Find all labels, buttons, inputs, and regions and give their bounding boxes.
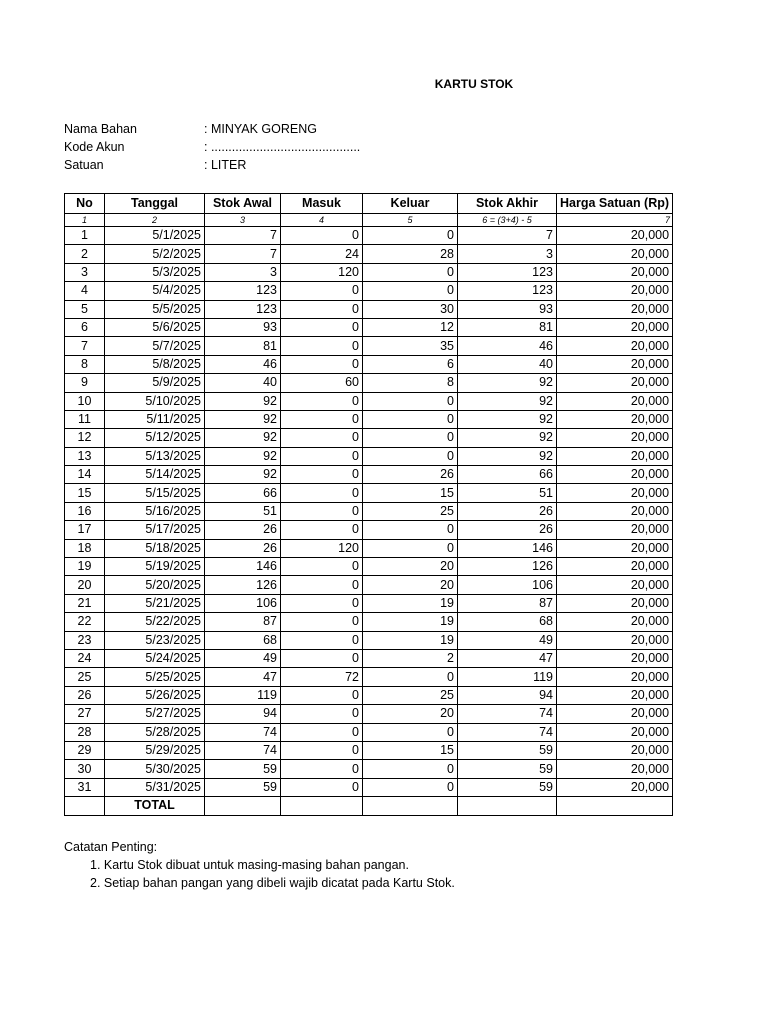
- cell-harga-satuan: 20,000: [557, 282, 673, 300]
- cell-stok-awal: 3: [205, 263, 281, 281]
- table-row: [65, 337, 673, 355]
- cell-harga-satuan: 20,000: [557, 410, 673, 428]
- cell-tanggal: 5/27/2025: [105, 705, 205, 723]
- table-row: [65, 318, 673, 336]
- cell-stok-awal: 74: [205, 741, 281, 759]
- cell-harga-satuan: 20,000: [557, 649, 673, 667]
- stock-table: [64, 193, 673, 816]
- table-row: [65, 558, 673, 576]
- total-cell-empty: [281, 797, 363, 815]
- cell-harga-satuan: 20,000: [557, 521, 673, 539]
- cell-keluar: 0: [363, 778, 458, 796]
- cell-tanggal: 5/11/2025: [105, 410, 205, 428]
- total-cell-empty: [205, 797, 281, 815]
- table-row: [65, 576, 673, 594]
- cell-tanggal: 5/28/2025: [105, 723, 205, 741]
- important-notes: [64, 838, 455, 892]
- cell-harga-satuan: 20,000: [557, 337, 673, 355]
- cell-keluar: 0: [363, 282, 458, 300]
- table-row: [65, 521, 673, 539]
- cell-keluar: 15: [363, 484, 458, 502]
- cell-no: 26: [65, 686, 105, 704]
- column-index: 2: [105, 214, 205, 227]
- cell-harga-satuan: 20,000: [557, 392, 673, 410]
- cell-masuk: 0: [281, 502, 363, 520]
- cell-stok-awal: 51: [205, 502, 281, 520]
- total-cell-empty: [557, 797, 673, 815]
- cell-stok-awal: 123: [205, 282, 281, 300]
- table-row: [65, 392, 673, 410]
- cell-keluar: 28: [363, 245, 458, 263]
- column-index: 1: [65, 214, 105, 227]
- cell-harga-satuan: 20,000: [557, 318, 673, 336]
- cell-no: 7: [65, 337, 105, 355]
- cell-masuk: 0: [281, 337, 363, 355]
- table-row: [65, 355, 673, 373]
- cell-stok-awal: 40: [205, 374, 281, 392]
- cell-masuk: 0: [281, 686, 363, 704]
- table-row: [65, 631, 673, 649]
- total-row: [65, 797, 673, 815]
- cell-stok-akhir: 106: [458, 576, 557, 594]
- cell-masuk: 0: [281, 429, 363, 447]
- cell-masuk: 0: [281, 410, 363, 428]
- cell-tanggal: 5/10/2025: [105, 392, 205, 410]
- cell-keluar: 19: [363, 613, 458, 631]
- cell-masuk: 0: [281, 558, 363, 576]
- cell-no: 31: [65, 778, 105, 796]
- cell-harga-satuan: 20,000: [557, 466, 673, 484]
- cell-tanggal: 5/19/2025: [105, 558, 205, 576]
- table-row: [65, 227, 673, 245]
- cell-masuk: 0: [281, 613, 363, 631]
- cell-no: 24: [65, 649, 105, 667]
- cell-masuk: 0: [281, 447, 363, 465]
- cell-no: 27: [65, 705, 105, 723]
- cell-stok-awal: 49: [205, 649, 281, 667]
- cell-no: 16: [65, 502, 105, 520]
- document-title: KARTU STOK: [434, 77, 514, 91]
- cell-keluar: 0: [363, 227, 458, 245]
- table-row: [65, 760, 673, 778]
- cell-no: 17: [65, 521, 105, 539]
- cell-harga-satuan: 20,000: [557, 686, 673, 704]
- cell-stok-akhir: 119: [458, 668, 557, 686]
- column-header: Masuk: [281, 194, 363, 214]
- cell-keluar: 0: [363, 723, 458, 741]
- info-value: : ...........................................: [204, 140, 361, 154]
- cell-masuk: 0: [281, 392, 363, 410]
- cell-stok-akhir: 92: [458, 392, 557, 410]
- cell-stok-awal: 92: [205, 392, 281, 410]
- cell-stok-akhir: 92: [458, 374, 557, 392]
- cell-tanggal: 5/13/2025: [105, 447, 205, 465]
- cell-masuk: 0: [281, 355, 363, 373]
- table-row: [65, 245, 673, 263]
- cell-masuk: 0: [281, 227, 363, 245]
- cell-tanggal: 5/22/2025: [105, 613, 205, 631]
- cell-harga-satuan: 20,000: [557, 245, 673, 263]
- cell-no: 29: [65, 741, 105, 759]
- column-header: Keluar: [363, 194, 458, 214]
- table-row: [65, 668, 673, 686]
- cell-stok-awal: 106: [205, 594, 281, 612]
- cell-keluar: 25: [363, 502, 458, 520]
- cell-masuk: 0: [281, 594, 363, 612]
- cell-tanggal: 5/1/2025: [105, 227, 205, 245]
- cell-stok-akhir: 59: [458, 778, 557, 796]
- cell-tanggal: 5/9/2025: [105, 374, 205, 392]
- cell-tanggal: 5/12/2025: [105, 429, 205, 447]
- table-row: [65, 447, 673, 465]
- cell-harga-satuan: 20,000: [557, 668, 673, 686]
- cell-stok-awal: 92: [205, 447, 281, 465]
- cell-stok-akhir: 123: [458, 263, 557, 281]
- cell-harga-satuan: 20,000: [557, 263, 673, 281]
- cell-harga-satuan: 20,000: [557, 778, 673, 796]
- note-item: 2. Setiap bahan pangan yang dibeli wajib dicatat pada Kartu Stok.: [90, 876, 455, 890]
- table-row: [65, 705, 673, 723]
- cell-stok-akhir: 26: [458, 502, 557, 520]
- column-header: Stok Awal: [205, 194, 281, 214]
- cell-stok-awal: 81: [205, 337, 281, 355]
- cell-keluar: 0: [363, 263, 458, 281]
- cell-stok-akhir: 92: [458, 410, 557, 428]
- table-row: [65, 539, 673, 557]
- cell-stok-akhir: 68: [458, 613, 557, 631]
- total-cell-empty: [363, 797, 458, 815]
- cell-tanggal: 5/4/2025: [105, 282, 205, 300]
- notes-title: Catatan Penting:: [64, 840, 158, 854]
- total-cell-empty: [65, 797, 105, 815]
- cell-stok-akhir: 47: [458, 649, 557, 667]
- cell-keluar: 0: [363, 521, 458, 539]
- cell-keluar: 0: [363, 668, 458, 686]
- cell-stok-awal: 92: [205, 466, 281, 484]
- cell-stok-awal: 146: [205, 558, 281, 576]
- column-index-row: [65, 214, 673, 227]
- table-row: [65, 466, 673, 484]
- cell-no: 6: [65, 318, 105, 336]
- table-row: [65, 686, 673, 704]
- cell-no: 15: [65, 484, 105, 502]
- column-index: 3: [205, 214, 281, 227]
- cell-masuk: 120: [281, 263, 363, 281]
- cell-stok-akhir: 66: [458, 466, 557, 484]
- cell-no: 30: [65, 760, 105, 778]
- column-index: 6 = (3+4) - 5: [458, 214, 557, 227]
- cell-stok-awal: 47: [205, 668, 281, 686]
- cell-tanggal: 5/3/2025: [105, 263, 205, 281]
- cell-stok-awal: 59: [205, 778, 281, 796]
- cell-no: 1: [65, 227, 105, 245]
- cell-keluar: 0: [363, 429, 458, 447]
- table-row: [65, 429, 673, 447]
- cell-no: 4: [65, 282, 105, 300]
- column-index: 7: [557, 214, 673, 227]
- cell-masuk: 72: [281, 668, 363, 686]
- cell-no: 19: [65, 558, 105, 576]
- info-label: Kode Akun: [64, 140, 125, 154]
- cell-keluar: 8: [363, 374, 458, 392]
- cell-stok-akhir: 92: [458, 429, 557, 447]
- table-row: [65, 649, 673, 667]
- cell-no: 28: [65, 723, 105, 741]
- cell-masuk: 0: [281, 631, 363, 649]
- cell-masuk: 60: [281, 374, 363, 392]
- table-row: [65, 723, 673, 741]
- cell-stok-awal: 92: [205, 410, 281, 428]
- column-header: Tanggal: [105, 194, 205, 214]
- cell-stok-akhir: 46: [458, 337, 557, 355]
- stock-table-body: [65, 227, 673, 797]
- cell-no: 20: [65, 576, 105, 594]
- cell-harga-satuan: 20,000: [557, 539, 673, 557]
- info-label: Nama Bahan: [64, 122, 137, 136]
- cell-harga-satuan: 20,000: [557, 705, 673, 723]
- cell-harga-satuan: 20,000: [557, 484, 673, 502]
- table-row: [65, 594, 673, 612]
- cell-tanggal: 5/18/2025: [105, 539, 205, 557]
- cell-keluar: 6: [363, 355, 458, 373]
- cell-keluar: 0: [363, 392, 458, 410]
- cell-no: 23: [65, 631, 105, 649]
- cell-keluar: 30: [363, 300, 458, 318]
- cell-keluar: 20: [363, 705, 458, 723]
- cell-no: 18: [65, 539, 105, 557]
- cell-stok-awal: 59: [205, 760, 281, 778]
- cell-tanggal: 5/15/2025: [105, 484, 205, 502]
- cell-masuk: 0: [281, 300, 363, 318]
- cell-harga-satuan: 20,000: [557, 502, 673, 520]
- cell-harga-satuan: 20,000: [557, 447, 673, 465]
- cell-harga-satuan: 20,000: [557, 374, 673, 392]
- cell-stok-akhir: 146: [458, 539, 557, 557]
- cell-masuk: 0: [281, 723, 363, 741]
- cell-tanggal: 5/8/2025: [105, 355, 205, 373]
- cell-no: 14: [65, 466, 105, 484]
- cell-keluar: 0: [363, 760, 458, 778]
- cell-no: 12: [65, 429, 105, 447]
- cell-stok-akhir: 126: [458, 558, 557, 576]
- cell-harga-satuan: 20,000: [557, 760, 673, 778]
- table-row: [65, 502, 673, 520]
- cell-tanggal: 5/26/2025: [105, 686, 205, 704]
- cell-masuk: 0: [281, 318, 363, 336]
- cell-keluar: 26: [363, 466, 458, 484]
- cell-keluar: 12: [363, 318, 458, 336]
- cell-no: 11: [65, 410, 105, 428]
- cell-harga-satuan: 20,000: [557, 429, 673, 447]
- cell-no: 13: [65, 447, 105, 465]
- cell-stok-awal: 66: [205, 484, 281, 502]
- cell-no: 2: [65, 245, 105, 263]
- table-row: [65, 410, 673, 428]
- column-index: 5: [363, 214, 458, 227]
- cell-tanggal: 5/16/2025: [105, 502, 205, 520]
- cell-stok-awal: 68: [205, 631, 281, 649]
- cell-tanggal: 5/14/2025: [105, 466, 205, 484]
- cell-keluar: 0: [363, 539, 458, 557]
- table-row: [65, 778, 673, 796]
- cell-harga-satuan: 20,000: [557, 631, 673, 649]
- cell-stok-awal: 119: [205, 686, 281, 704]
- cell-keluar: 19: [363, 594, 458, 612]
- table-row: [65, 613, 673, 631]
- cell-keluar: 0: [363, 447, 458, 465]
- cell-tanggal: 5/23/2025: [105, 631, 205, 649]
- cell-tanggal: 5/2/2025: [105, 245, 205, 263]
- cell-stok-awal: 93: [205, 318, 281, 336]
- cell-tanggal: 5/21/2025: [105, 594, 205, 612]
- cell-stok-awal: 126: [205, 576, 281, 594]
- cell-stok-awal: 26: [205, 539, 281, 557]
- cell-keluar: 35: [363, 337, 458, 355]
- cell-stok-akhir: 74: [458, 705, 557, 723]
- column-header: Harga Satuan (Rp): [557, 194, 673, 214]
- cell-stok-awal: 123: [205, 300, 281, 318]
- cell-stok-akhir: 74: [458, 723, 557, 741]
- info-label: Satuan: [64, 158, 104, 172]
- cell-tanggal: 5/24/2025: [105, 649, 205, 667]
- cell-stok-akhir: 26: [458, 521, 557, 539]
- column-index: 4: [281, 214, 363, 227]
- table-row: [65, 282, 673, 300]
- table-row: [65, 741, 673, 759]
- cell-harga-satuan: 20,000: [557, 576, 673, 594]
- cell-harga-satuan: 20,000: [557, 300, 673, 318]
- cell-tanggal: 5/25/2025: [105, 668, 205, 686]
- cell-stok-awal: 26: [205, 521, 281, 539]
- cell-no: 3: [65, 263, 105, 281]
- cell-stok-akhir: 51: [458, 484, 557, 502]
- cell-masuk: 120: [281, 539, 363, 557]
- total-cell-empty: [458, 797, 557, 815]
- cell-stok-awal: 94: [205, 705, 281, 723]
- cell-tanggal: 5/29/2025: [105, 741, 205, 759]
- cell-masuk: 0: [281, 282, 363, 300]
- cell-no: 25: [65, 668, 105, 686]
- cell-harga-satuan: 20,000: [557, 355, 673, 373]
- cell-no: 21: [65, 594, 105, 612]
- cell-no: 5: [65, 300, 105, 318]
- cell-harga-satuan: 20,000: [557, 594, 673, 612]
- cell-stok-awal: 7: [205, 227, 281, 245]
- table-row: [65, 263, 673, 281]
- cell-tanggal: 5/20/2025: [105, 576, 205, 594]
- cell-harga-satuan: 20,000: [557, 741, 673, 759]
- cell-stok-akhir: 92: [458, 447, 557, 465]
- cell-masuk: 0: [281, 466, 363, 484]
- info-value: : MINYAK GORENG: [204, 122, 317, 136]
- cell-keluar: 0: [363, 410, 458, 428]
- cell-stok-akhir: 59: [458, 760, 557, 778]
- column-header: Stok Akhir: [458, 194, 557, 214]
- cell-masuk: 0: [281, 778, 363, 796]
- cell-tanggal: 5/30/2025: [105, 760, 205, 778]
- cell-masuk: 0: [281, 484, 363, 502]
- cell-stok-akhir: 123: [458, 282, 557, 300]
- cell-keluar: 19: [363, 631, 458, 649]
- cell-stok-akhir: 93: [458, 300, 557, 318]
- cell-masuk: 0: [281, 741, 363, 759]
- cell-keluar: 25: [363, 686, 458, 704]
- cell-no: 22: [65, 613, 105, 631]
- cell-stok-awal: 92: [205, 429, 281, 447]
- cell-keluar: 2: [363, 649, 458, 667]
- table-row: [65, 374, 673, 392]
- cell-harga-satuan: 20,000: [557, 723, 673, 741]
- cell-keluar: 20: [363, 558, 458, 576]
- info-value: : LITER: [204, 158, 247, 172]
- cell-stok-akhir: 3: [458, 245, 557, 263]
- cell-stok-akhir: 49: [458, 631, 557, 649]
- cell-tanggal: 5/17/2025: [105, 521, 205, 539]
- table-row: [65, 484, 673, 502]
- cell-tanggal: 5/6/2025: [105, 318, 205, 336]
- cell-harga-satuan: 20,000: [557, 613, 673, 631]
- cell-masuk: 0: [281, 760, 363, 778]
- cell-no: 8: [65, 355, 105, 373]
- cell-stok-akhir: 81: [458, 318, 557, 336]
- cell-stok-awal: 87: [205, 613, 281, 631]
- column-header: No: [65, 194, 105, 214]
- table-row: [65, 300, 673, 318]
- cell-stok-akhir: 59: [458, 741, 557, 759]
- cell-keluar: 20: [363, 576, 458, 594]
- cell-stok-awal: 7: [205, 245, 281, 263]
- cell-masuk: 0: [281, 705, 363, 723]
- cell-tanggal: 5/5/2025: [105, 300, 205, 318]
- note-item: 1. Kartu Stok dibuat untuk masing-masing bahan pangan.: [90, 858, 409, 872]
- cell-harga-satuan: 20,000: [557, 558, 673, 576]
- cell-stok-akhir: 7: [458, 227, 557, 245]
- cell-harga-satuan: 20,000: [557, 227, 673, 245]
- total-label: TOTAL: [105, 797, 205, 815]
- cell-tanggal: 5/31/2025: [105, 778, 205, 796]
- cell-tanggal: 5/7/2025: [105, 337, 205, 355]
- cell-stok-akhir: 40: [458, 355, 557, 373]
- cell-masuk: 24: [281, 245, 363, 263]
- cell-masuk: 0: [281, 521, 363, 539]
- cell-stok-awal: 46: [205, 355, 281, 373]
- cell-stok-awal: 74: [205, 723, 281, 741]
- header-row: [65, 194, 673, 214]
- cell-no: 10: [65, 392, 105, 410]
- cell-stok-akhir: 87: [458, 594, 557, 612]
- cell-no: 9: [65, 374, 105, 392]
- cell-masuk: 0: [281, 576, 363, 594]
- cell-stok-akhir: 94: [458, 686, 557, 704]
- cell-masuk: 0: [281, 649, 363, 667]
- cell-keluar: 15: [363, 741, 458, 759]
